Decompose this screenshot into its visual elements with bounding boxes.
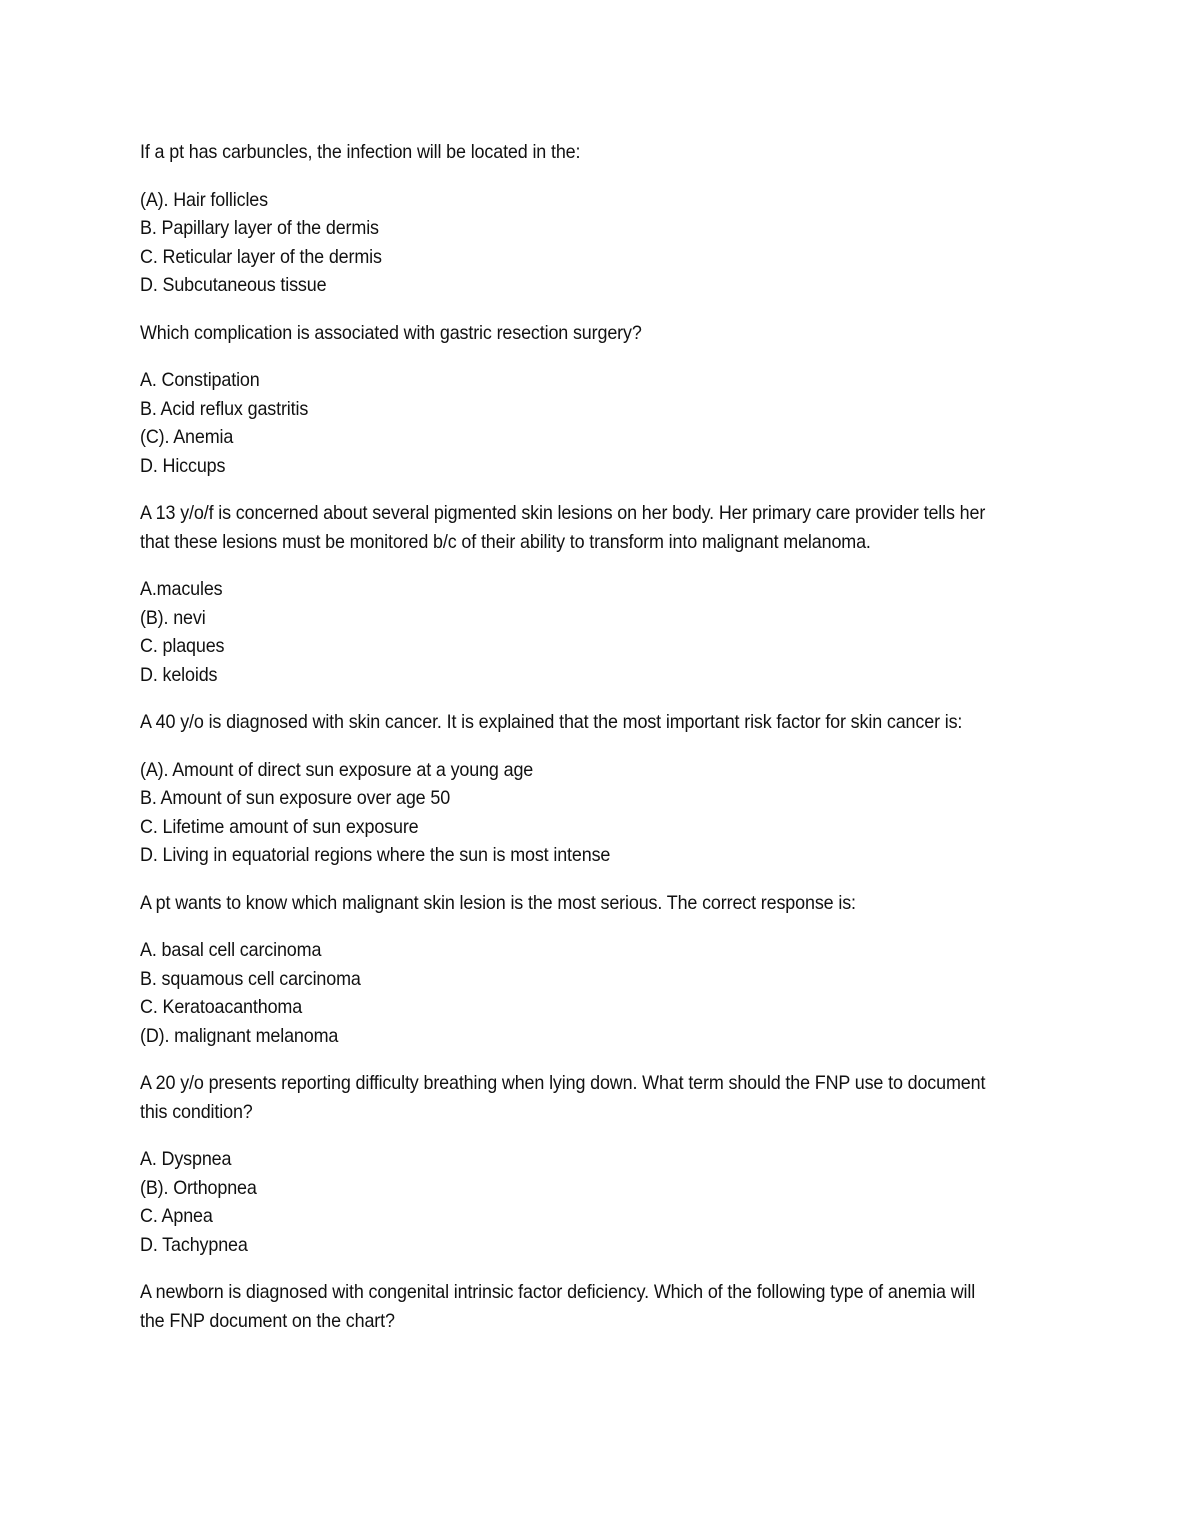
option: D. Hiccups (140, 454, 226, 477)
option: (A). Hair follicles (140, 188, 268, 211)
option: (B). Orthopnea (140, 1176, 257, 1199)
option: A.macules (140, 578, 223, 600)
question-7: A newborn is diagnosed with congenital intrinsic factor deficiency. Which of the following type of anemia will the FNP document on the chart? (140, 1281, 976, 1332)
option: (A). Amount of direct sun exposure at a young age (140, 758, 534, 781)
question-2: Which complication is associated with gastric resection surgery? (140, 321, 642, 344)
options-list-2 (140, 366, 986, 480)
options-list-3 (140, 575, 986, 689)
option: A. Dyspnea (140, 1148, 232, 1170)
option: D. keloids (140, 663, 218, 686)
option: D. Tachypnea (140, 1233, 248, 1256)
option: B. Amount of sun exposure over age 50 (140, 787, 451, 809)
option: C. Reticular layer of the dermis (140, 245, 382, 268)
options-list-4 (140, 756, 986, 870)
option: C. Keratoacanthoma (140, 996, 303, 1018)
document-page (140, 138, 986, 1354)
option: D. Living in equatorial regions where the sun is most intense (140, 844, 611, 866)
question-6: A 20 y/o presents reporting difficulty breathing when lying down. What term should the FNP use to document this condition? (140, 1072, 986, 1123)
option: B. squamous cell carcinoma (140, 967, 361, 990)
option: (C). Anemia (140, 426, 234, 448)
option: D. Subcutaneous tissue (140, 274, 327, 296)
option: C. plaques (140, 635, 225, 657)
options-list-1 (140, 186, 986, 300)
option: A. Constipation (140, 369, 260, 391)
question-5: A pt wants to know which malignant skin lesion is the most serious. The correct response is: (140, 891, 856, 914)
question-1: If a pt has carbuncles, the infection will be located in the: (140, 141, 581, 163)
options-list-6 (140, 1145, 986, 1259)
option: (D). malignant melanoma (140, 1024, 339, 1047)
option: B. Acid reflux gastritis (140, 397, 309, 420)
options-list-5 (140, 936, 986, 1050)
option: B. Papillary layer of the dermis (140, 217, 379, 239)
option: C. Lifetime amount of sun exposure (140, 815, 419, 838)
option: C. Apnea (140, 1205, 213, 1227)
option: A. basal cell carcinoma (140, 939, 322, 961)
question-4: A 40 y/o is diagnosed with skin cancer. It is explained that the most important risk factor for skin cancer is: (140, 711, 963, 733)
question-3: A 13 y/o/f is concerned about several pigmented skin lesions on her body. Her primary care provider tells her that these lesions must be monitored b/c of their ability to transform into malignant melanoma. (140, 502, 986, 553)
option: (B). nevi (140, 606, 206, 629)
